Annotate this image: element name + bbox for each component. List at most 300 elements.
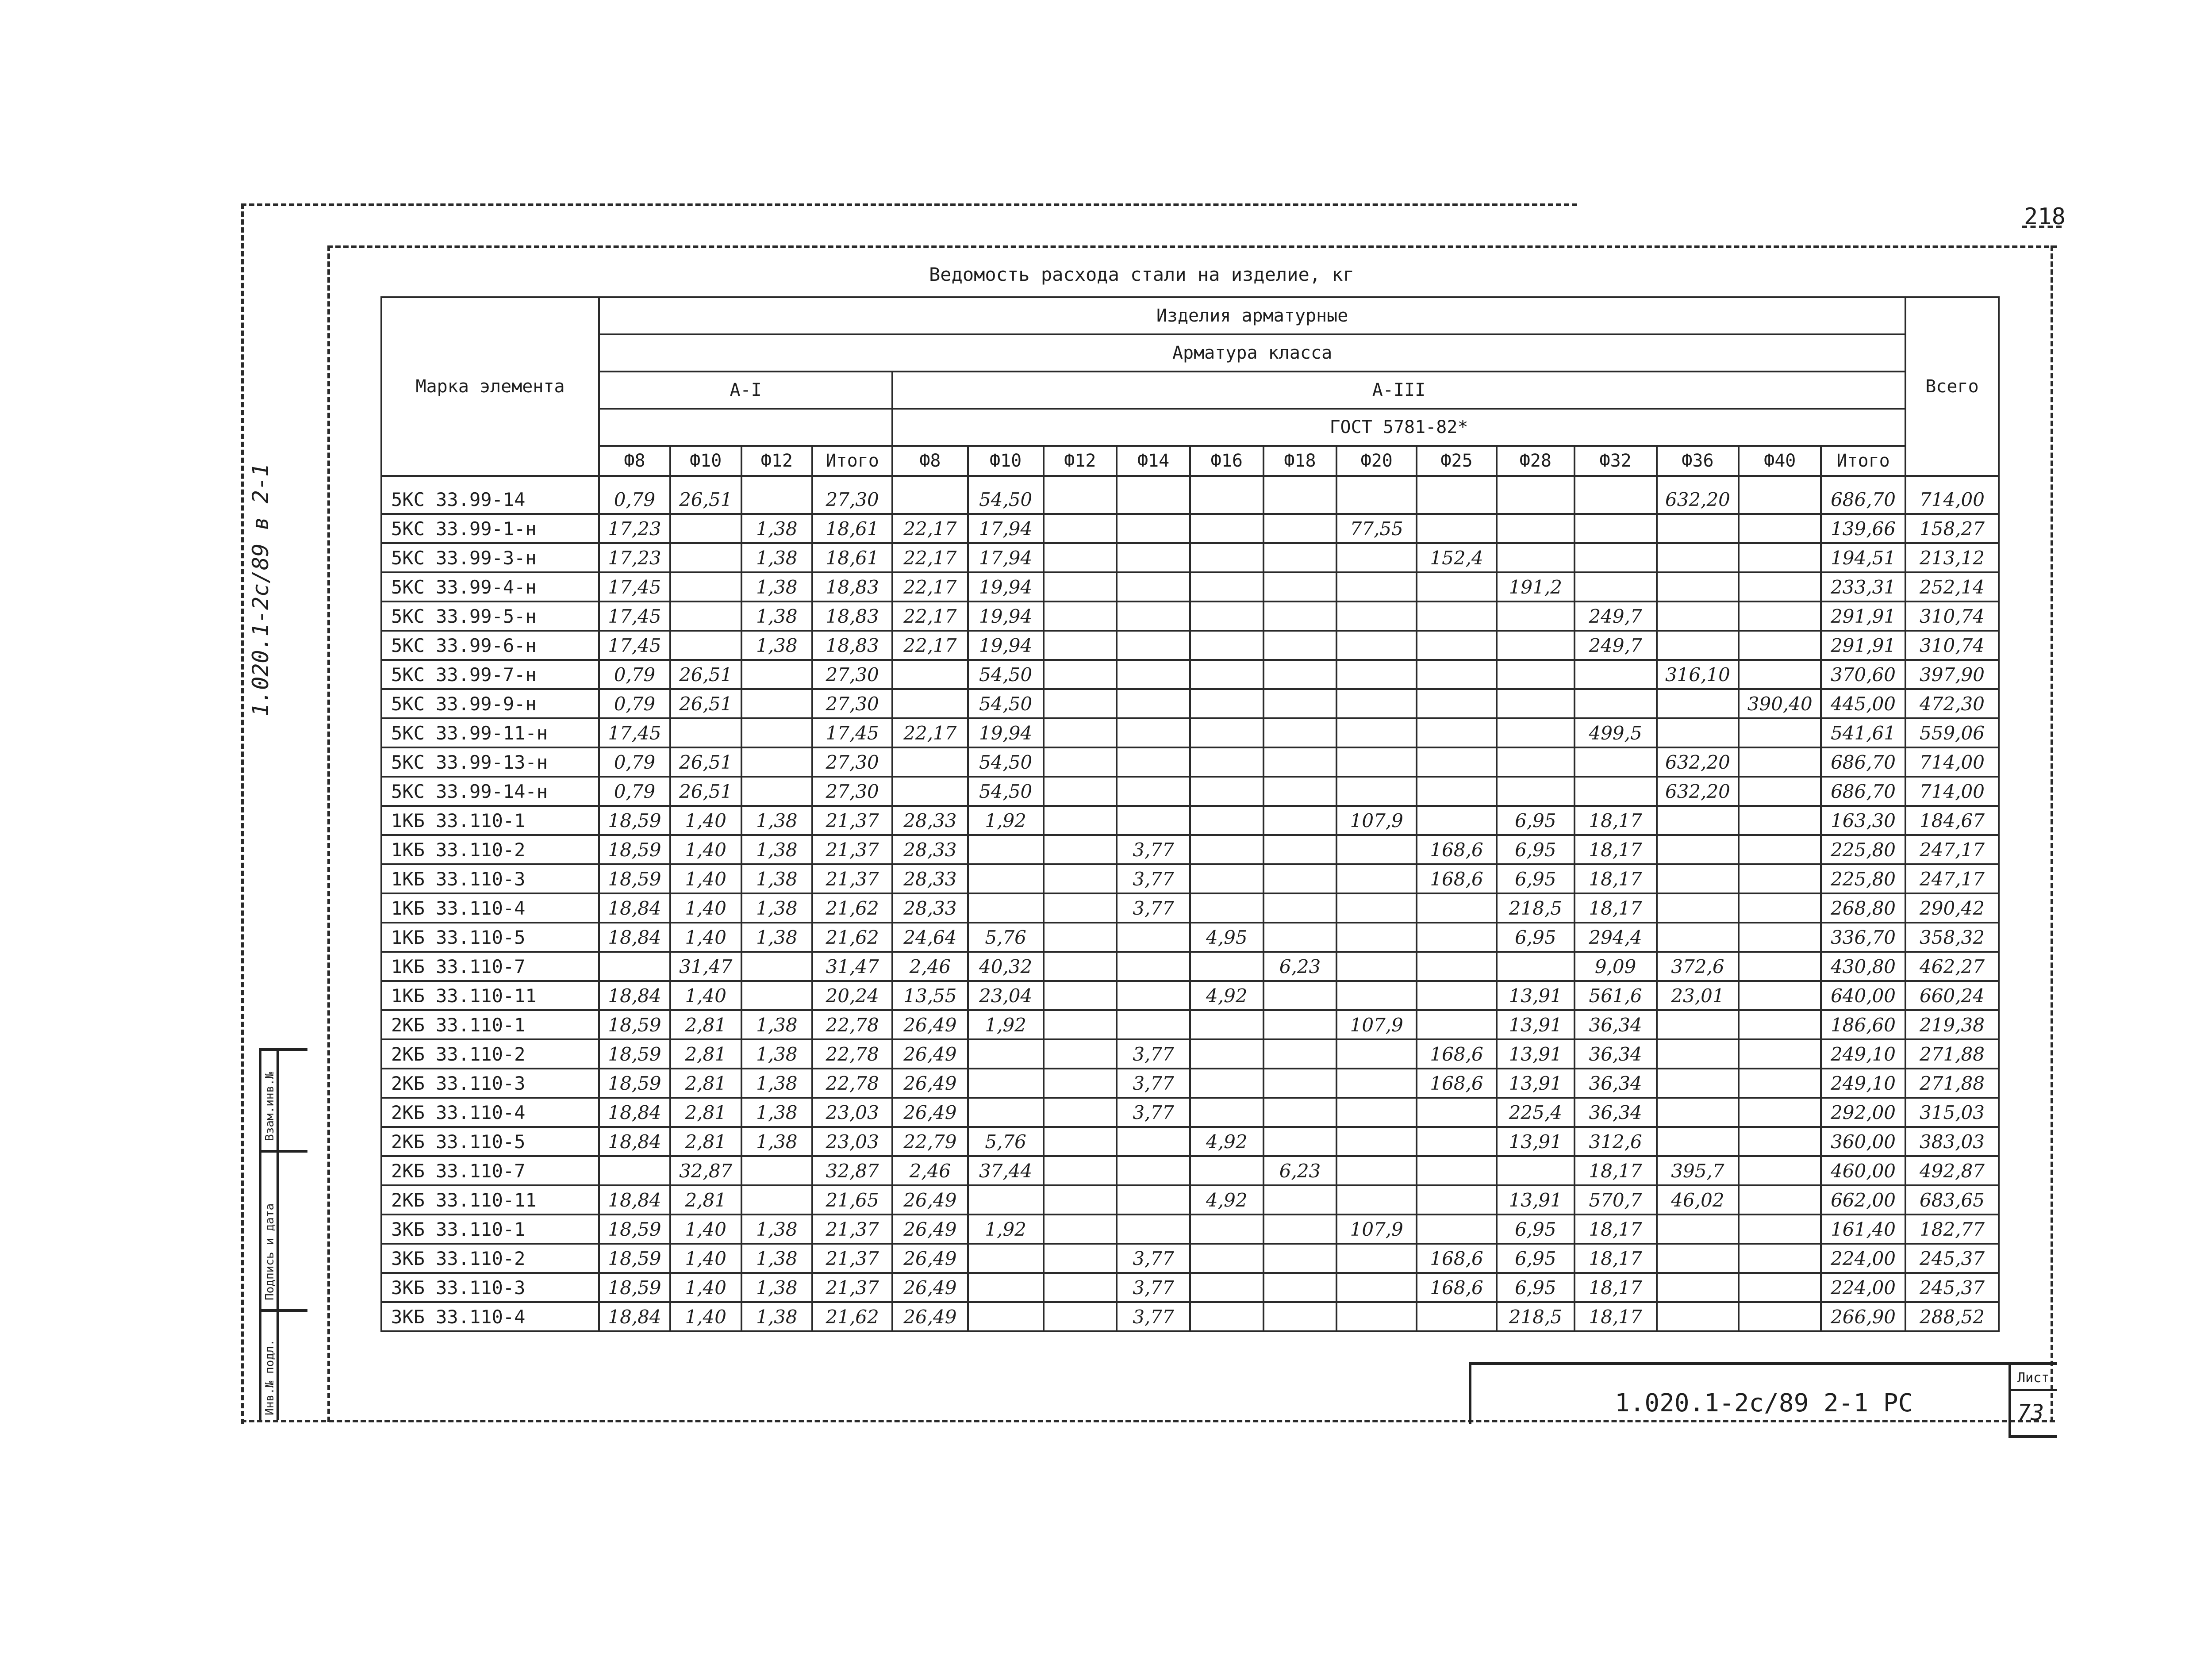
row-value-cell: [1497, 718, 1575, 747]
row-value-cell: 1,38: [741, 631, 813, 660]
row-value-cell: 107,9: [1336, 1215, 1417, 1244]
row-value-cell: [1044, 952, 1117, 981]
row-value-cell: 219,38: [1905, 1010, 1999, 1039]
row-value-cell: 218,5: [1497, 893, 1575, 923]
row-value-cell: 17,94: [968, 514, 1044, 543]
row-value-cell: [1739, 1273, 1821, 1302]
row-value-cell: [1417, 660, 1497, 689]
row-value-cell: [1190, 689, 1263, 718]
row-value-cell: 17,45: [599, 602, 670, 631]
row-value-cell: 224,00: [1821, 1244, 1905, 1273]
header-total: Всего: [1905, 297, 1999, 476]
row-value-cell: [1044, 572, 1117, 602]
row-value-cell: [1657, 543, 1739, 572]
row-value-cell: [1190, 864, 1263, 893]
row-value-cell: 54,50: [968, 747, 1044, 777]
row-value-cell: [1657, 1039, 1739, 1069]
row-value-cell: [1739, 476, 1821, 514]
row-value-cell: 13,91: [1497, 981, 1575, 1010]
row-value-cell: [1263, 543, 1337, 572]
row-value-cell: 3,77: [1117, 1273, 1190, 1302]
stamp-line-5: [259, 1309, 307, 1312]
row-value-cell: 26,49: [892, 1010, 968, 1039]
row-value-cell: 77,55: [1336, 514, 1417, 543]
row-value-cell: [741, 1156, 813, 1185]
row-value-cell: [1263, 923, 1337, 952]
row-mark-cell: 1КБ 33.110-3: [381, 864, 599, 893]
row-value-cell: 1,40: [670, 923, 741, 952]
row-value-cell: [1044, 1010, 1117, 1039]
row-value-cell: 4,92: [1190, 1185, 1263, 1215]
row-value-cell: [1575, 572, 1657, 602]
row-value-cell: 1,38: [741, 923, 813, 952]
row-value-cell: 21,37: [812, 1215, 892, 1244]
row-value-cell: 21,37: [812, 1273, 892, 1302]
row-value-cell: 22,78: [812, 1039, 892, 1069]
row-value-cell: 21,37: [812, 864, 892, 893]
row-value-cell: 17,94: [968, 543, 1044, 572]
row-value-cell: 31,47: [812, 952, 892, 981]
table-row: [381, 1215, 1999, 1244]
row-value-cell: [1263, 1302, 1337, 1331]
stamp-inv-no: Инв.№ подл.: [263, 1339, 276, 1415]
row-value-cell: [968, 1039, 1044, 1069]
row-value-cell: 3,77: [1117, 835, 1190, 864]
row-mark-cell: 1КБ 33.110-5: [381, 923, 599, 952]
row-value-cell: 21,62: [812, 1302, 892, 1331]
row-value-cell: [1417, 893, 1497, 923]
table-row: [381, 476, 1999, 514]
row-value-cell: 397,90: [1905, 660, 1999, 689]
row-value-cell: [1657, 864, 1739, 893]
row-value-cell: 2,81: [670, 1098, 741, 1127]
row-value-cell: [1044, 1098, 1117, 1127]
row-value-cell: [892, 660, 968, 689]
row-value-cell: [741, 689, 813, 718]
row-value-cell: [1497, 777, 1575, 806]
row-value-cell: [968, 1273, 1044, 1302]
row-value-cell: 22,17: [892, 602, 968, 631]
row-value-cell: [1117, 1185, 1190, 1215]
row-value-cell: 23,03: [812, 1127, 892, 1156]
row-value-cell: [1417, 806, 1497, 835]
row-value-cell: 1,38: [741, 514, 813, 543]
row-mark-cell: 5КС 33.99-3-н: [381, 543, 599, 572]
row-value-cell: 245,37: [1905, 1244, 1999, 1273]
row-value-cell: [1117, 572, 1190, 602]
row-value-cell: 26,49: [892, 1215, 968, 1244]
row-value-cell: [1117, 1127, 1190, 1156]
row-value-cell: 213,12: [1905, 543, 1999, 572]
row-value-cell: [1117, 660, 1190, 689]
row-value-cell: [1336, 631, 1417, 660]
row-value-cell: 1,38: [741, 864, 813, 893]
row-value-cell: 2,81: [670, 1127, 741, 1156]
row-value-cell: 632,20: [1657, 777, 1739, 806]
row-value-cell: [670, 631, 741, 660]
row-value-cell: [1044, 543, 1117, 572]
row-value-cell: 21,65: [812, 1185, 892, 1215]
row-value-cell: 6,95: [1497, 1244, 1575, 1273]
row-value-cell: 6,95: [1497, 835, 1575, 864]
row-value-cell: 291,91: [1821, 631, 1905, 660]
row-value-cell: [1044, 1069, 1117, 1098]
row-value-cell: 492,87: [1905, 1156, 1999, 1185]
table-row: [381, 952, 1999, 981]
row-value-cell: [599, 952, 670, 981]
row-value-cell: 445,00: [1821, 689, 1905, 718]
row-value-cell: [1044, 689, 1117, 718]
row-value-cell: [1417, 981, 1497, 1010]
table-row: [381, 747, 1999, 777]
row-value-cell: [1263, 1244, 1337, 1273]
row-value-cell: [968, 864, 1044, 893]
row-value-cell: [1190, 543, 1263, 572]
row-value-cell: [741, 981, 813, 1010]
row-value-cell: [1739, 1098, 1821, 1127]
row-value-cell: 1,40: [670, 1215, 741, 1244]
row-value-cell: 54,50: [968, 476, 1044, 514]
row-value-cell: [1117, 602, 1190, 631]
row-value-cell: [1336, 864, 1417, 893]
row-value-cell: [1575, 660, 1657, 689]
row-value-cell: 18,59: [599, 1273, 670, 1302]
row-value-cell: [1739, 806, 1821, 835]
row-value-cell: 6,95: [1497, 864, 1575, 893]
table-row: [381, 923, 1999, 952]
row-value-cell: 247,17: [1905, 864, 1999, 893]
row-value-cell: 660,24: [1905, 981, 1999, 1010]
row-value-cell: 26,51: [670, 476, 741, 514]
row-value-cell: [1657, 602, 1739, 631]
row-value-cell: 225,80: [1821, 835, 1905, 864]
row-value-cell: 249,7: [1575, 631, 1657, 660]
row-value-cell: 372,6: [1657, 952, 1739, 981]
row-value-cell: [1336, 602, 1417, 631]
row-mark-cell: 3КБ 33.110-3: [381, 1273, 599, 1302]
row-value-cell: [741, 718, 813, 747]
table-row: [381, 1039, 1999, 1069]
row-value-cell: [741, 952, 813, 981]
row-value-cell: [1336, 923, 1417, 952]
row-value-cell: [968, 1302, 1044, 1331]
row-value-cell: 21,37: [812, 835, 892, 864]
row-value-cell: 168,6: [1417, 835, 1497, 864]
row-value-cell: [1044, 1215, 1117, 1244]
row-value-cell: [1417, 1098, 1497, 1127]
row-value-cell: 561,6: [1575, 981, 1657, 1010]
row-value-cell: 683,65: [1905, 1185, 1999, 1215]
row-value-cell: 370,60: [1821, 660, 1905, 689]
row-value-cell: 266,90: [1821, 1302, 1905, 1331]
row-value-cell: 161,40: [1821, 1215, 1905, 1244]
row-value-cell: [1657, 1273, 1739, 1302]
row-value-cell: [1657, 1127, 1739, 1156]
row-value-cell: 4,92: [1190, 981, 1263, 1010]
row-value-cell: 18,59: [599, 1039, 670, 1069]
row-value-cell: 23,01: [1657, 981, 1739, 1010]
row-value-cell: [670, 543, 741, 572]
row-value-cell: [599, 1156, 670, 1185]
row-value-cell: 168,6: [1417, 1069, 1497, 1098]
row-value-cell: 3,77: [1117, 1039, 1190, 1069]
row-value-cell: 2,81: [670, 1039, 741, 1069]
table-row: [381, 981, 1999, 1010]
row-value-cell: 0,79: [599, 747, 670, 777]
row-value-cell: 2,81: [670, 1185, 741, 1215]
row-value-cell: [1739, 572, 1821, 602]
row-mark-cell: 2КБ 33.110-3: [381, 1069, 599, 1098]
row-value-cell: [1497, 514, 1575, 543]
row-value-cell: 21,62: [812, 893, 892, 923]
row-value-cell: [1117, 543, 1190, 572]
row-value-cell: 6,23: [1263, 1156, 1337, 1185]
row-mark-cell: 3КБ 33.110-4: [381, 1302, 599, 1331]
row-value-cell: 18,59: [599, 1069, 670, 1098]
row-value-cell: [1657, 689, 1739, 718]
row-value-cell: [1190, 806, 1263, 835]
row-value-cell: 18,17: [1575, 1302, 1657, 1331]
table-row: [381, 864, 1999, 893]
row-value-cell: 1,40: [670, 1302, 741, 1331]
row-value-cell: [1190, 572, 1263, 602]
row-value-cell: 1,38: [741, 1010, 813, 1039]
header-diameters-row: [381, 446, 1999, 476]
row-value-cell: [1044, 981, 1117, 1010]
table-row: [381, 777, 1999, 806]
row-value-cell: 17,45: [599, 718, 670, 747]
row-mark-cell: 5КС 33.99-1-н: [381, 514, 599, 543]
header-gost-blank: [599, 409, 892, 446]
row-value-cell: [1657, 514, 1739, 543]
row-value-cell: [1190, 1069, 1263, 1098]
row-value-cell: [1575, 777, 1657, 806]
header-diameter-14: Ф36: [1657, 446, 1739, 476]
row-value-cell: 18,61: [812, 543, 892, 572]
row-value-cell: [1044, 864, 1117, 893]
row-mark-cell: 1КБ 33.110-11: [381, 981, 599, 1010]
stamp-replace: Взам.инв.№: [263, 1072, 276, 1141]
row-value-cell: 714,00: [1905, 747, 1999, 777]
row-mark-cell: 3КБ 33.110-2: [381, 1244, 599, 1273]
title-block-sheet-divider: [2008, 1362, 2011, 1437]
row-value-cell: [1739, 1156, 1821, 1185]
row-value-cell: 1,38: [741, 1244, 813, 1273]
row-value-cell: 22,79: [892, 1127, 968, 1156]
row-value-cell: 22,78: [812, 1069, 892, 1098]
header-diameter-16: Итого: [1821, 446, 1905, 476]
row-value-cell: 13,55: [892, 981, 968, 1010]
row-value-cell: [1739, 835, 1821, 864]
row-value-cell: [1739, 602, 1821, 631]
row-value-cell: 168,6: [1417, 1244, 1497, 1273]
row-value-cell: 17,23: [599, 514, 670, 543]
header-class-ai: А-I: [599, 372, 892, 409]
row-value-cell: [1190, 1273, 1263, 1302]
row-value-cell: 22,17: [892, 631, 968, 660]
row-value-cell: [1190, 1244, 1263, 1273]
row-value-cell: [1497, 631, 1575, 660]
row-value-cell: [1044, 835, 1117, 864]
row-value-cell: 22,17: [892, 718, 968, 747]
row-value-cell: [1657, 718, 1739, 747]
row-value-cell: [1044, 514, 1117, 543]
row-value-cell: [1190, 1156, 1263, 1185]
row-value-cell: [1044, 1156, 1117, 1185]
row-value-cell: 17,45: [812, 718, 892, 747]
row-value-cell: 54,50: [968, 660, 1044, 689]
row-value-cell: 18,84: [599, 1302, 670, 1331]
row-value-cell: [1044, 923, 1117, 952]
row-value-cell: [1190, 1302, 1263, 1331]
row-value-cell: 32,87: [670, 1156, 741, 1185]
row-value-cell: [1117, 952, 1190, 981]
row-value-cell: 292,00: [1821, 1098, 1905, 1127]
row-value-cell: 460,00: [1821, 1156, 1905, 1185]
row-value-cell: [1263, 1127, 1337, 1156]
row-value-cell: [1263, 747, 1337, 777]
table-row: [381, 1127, 1999, 1156]
row-value-cell: [1263, 806, 1337, 835]
row-value-cell: 294,4: [1575, 923, 1657, 952]
inner-frame-right: [2051, 245, 2053, 1422]
row-value-cell: [1657, 893, 1739, 923]
row-value-cell: [1739, 1010, 1821, 1039]
row-value-cell: 570,7: [1575, 1185, 1657, 1215]
row-value-cell: 2,46: [892, 1156, 968, 1185]
row-value-cell: [1336, 718, 1417, 747]
row-value-cell: 395,7: [1657, 1156, 1739, 1185]
row-value-cell: [1417, 1185, 1497, 1215]
row-value-cell: [741, 1185, 813, 1215]
row-value-cell: [1044, 806, 1117, 835]
row-value-cell: [1044, 747, 1117, 777]
row-value-cell: 6,95: [1497, 806, 1575, 835]
header-diameter-6: Ф12: [1044, 446, 1117, 476]
table-row: [381, 1098, 1999, 1127]
row-value-cell: 358,32: [1905, 923, 1999, 952]
table-row: [381, 1273, 1999, 1302]
row-value-cell: 3,77: [1117, 1302, 1190, 1331]
steel-consumption-table: [380, 296, 2000, 1332]
row-value-cell: 20,24: [812, 981, 892, 1010]
row-value-cell: 9,09: [1575, 952, 1657, 981]
row-value-cell: 21,62: [812, 923, 892, 952]
row-value-cell: [1575, 514, 1657, 543]
row-value-cell: 26,49: [892, 1098, 968, 1127]
row-value-cell: 18,84: [599, 1127, 670, 1156]
row-mark-cell: 1КБ 33.110-7: [381, 952, 599, 981]
row-value-cell: [1417, 747, 1497, 777]
row-value-cell: [1263, 1010, 1337, 1039]
row-value-cell: [1263, 1215, 1337, 1244]
row-value-cell: 36,34: [1575, 1039, 1657, 1069]
row-value-cell: 26,51: [670, 689, 741, 718]
row-value-cell: [1263, 476, 1337, 514]
row-value-cell: [968, 1185, 1044, 1215]
row-value-cell: 472,30: [1905, 689, 1999, 718]
row-value-cell: 18,84: [599, 1098, 670, 1127]
row-value-cell: 26,49: [892, 1302, 968, 1331]
row-value-cell: 1,40: [670, 893, 741, 923]
table-row: [381, 1185, 1999, 1215]
row-value-cell: 1,40: [670, 981, 741, 1010]
row-value-cell: 28,33: [892, 864, 968, 893]
row-value-cell: [1336, 1244, 1417, 1273]
row-value-cell: [1497, 602, 1575, 631]
row-value-cell: 13,91: [1497, 1010, 1575, 1039]
row-value-cell: 1,38: [741, 543, 813, 572]
row-value-cell: 36,34: [1575, 1069, 1657, 1098]
row-value-cell: 4,95: [1190, 923, 1263, 952]
row-value-cell: 18,17: [1575, 806, 1657, 835]
row-value-cell: 54,50: [968, 689, 1044, 718]
row-value-cell: 218,5: [1497, 1302, 1575, 1331]
sheet-title: Ведомость расхода стали на изделие, кг: [929, 264, 1354, 285]
table-row: [381, 1010, 1999, 1039]
row-value-cell: 27,30: [812, 747, 892, 777]
row-value-cell: 1,40: [670, 1273, 741, 1302]
table-row: [381, 1156, 1999, 1185]
title-block-left-border: [1469, 1362, 1471, 1424]
row-value-cell: [1044, 602, 1117, 631]
row-mark-cell: 5КС 33.99-6-н: [381, 631, 599, 660]
row-value-cell: 18,61: [812, 514, 892, 543]
row-value-cell: [1657, 1244, 1739, 1273]
row-value-cell: 18,59: [599, 1010, 670, 1039]
row-value-cell: 1,40: [670, 1244, 741, 1273]
row-value-cell: 18,84: [599, 923, 670, 952]
row-value-cell: [1263, 660, 1337, 689]
row-mark-cell: 3КБ 33.110-1: [381, 1215, 599, 1244]
row-value-cell: [1739, 1302, 1821, 1331]
row-value-cell: 0,79: [599, 660, 670, 689]
header-diameter-2: Ф12: [741, 446, 813, 476]
table-row: [381, 689, 1999, 718]
row-value-cell: 168,6: [1417, 1039, 1497, 1069]
row-value-cell: 191,2: [1497, 572, 1575, 602]
row-value-cell: 18,59: [599, 864, 670, 893]
row-value-cell: [1044, 631, 1117, 660]
row-value-cell: 18,84: [599, 1185, 670, 1215]
row-value-cell: [1117, 631, 1190, 660]
row-value-cell: [1417, 631, 1497, 660]
row-value-cell: 1,38: [741, 1302, 813, 1331]
row-value-cell: 3,77: [1117, 1069, 1190, 1098]
row-value-cell: 6,95: [1497, 923, 1575, 952]
row-value-cell: [1044, 1185, 1117, 1215]
row-value-cell: [1336, 1302, 1417, 1331]
row-value-cell: 1,38: [741, 572, 813, 602]
table-row: [381, 893, 1999, 923]
row-value-cell: 19,94: [968, 572, 1044, 602]
row-value-cell: [1336, 835, 1417, 864]
row-value-cell: 247,17: [1905, 835, 1999, 864]
row-value-cell: 3,77: [1117, 893, 1190, 923]
row-value-cell: [1336, 952, 1417, 981]
row-value-cell: 36,34: [1575, 1098, 1657, 1127]
row-value-cell: [741, 660, 813, 689]
sheet-number: 73: [2017, 1400, 2044, 1425]
row-value-cell: 1,38: [741, 1039, 813, 1069]
row-value-cell: [1190, 1098, 1263, 1127]
row-value-cell: [1739, 864, 1821, 893]
row-value-cell: [1739, 1127, 1821, 1156]
row-value-cell: 686,70: [1821, 777, 1905, 806]
sheet-label: Лист: [2017, 1370, 2050, 1386]
row-value-cell: [741, 777, 813, 806]
stamp-signature: Подпись и дата: [263, 1203, 276, 1300]
